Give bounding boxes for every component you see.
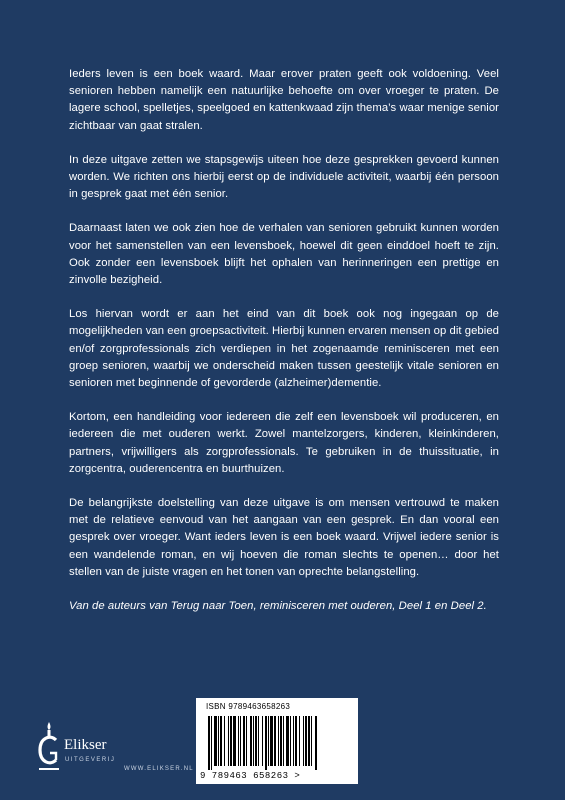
publisher-website: WWW.ELIKSER.NL [124, 766, 194, 772]
blurb-paragraph-1: Ieders leven is een boek waard. Maar erover praten geeft ook voldoening. Veel senioren hebben namelijk een natuurlijke behoefte om over vroeger te praten. De lagere school, spelletjes, speelgoed en kattenkwaad zijn thema’s waar menige senior zichtbaar van gaat stralen. [69, 68, 499, 132]
blurb-paragraph-5: Kortom, een handleiding voor iedereen die zelf een levensboek wil produceren, en iedereen die met ouderen werkt. Zowel mantelzorgers, kinderen, kleinkinderen, partners, vrijwilligers als zorgprofessionals. Te gebruiken in de thuissituatie, in zorgcentra, ouderencentra en buurthuizen. [69, 411, 499, 475]
publisher-subtitle: UITGEVERIJ [65, 757, 116, 763]
elikser-logo-icon [36, 720, 62, 774]
publisher-logo [34, 720, 134, 780]
publisher-name: Elikser [64, 737, 107, 753]
closing-line: Van de auteurs van Terug naar Toen, reminisceren met ouderen, Deel 1 en Deel 2. [69, 600, 487, 613]
blurb-paragraph-3: Daarnaast laten we ook zien hoe de verhalen van senioren gebruikt kunnen worden voor het samenstellen van een levensboek, hoewel dit geen einddoel hoeft te zijn. Ook zonder een levensboek blijft het ophalen van herinneringen een prettige en zinvolle bezigheid. [69, 222, 499, 287]
blurb-paragraph-2: In deze uitgave zetten we stapsgewijs uiteen hoe deze gesprekken gevoerd kunnen worden. We richten ons hierbij eerst op de individuele activiteit, waarbij één persoon in gesprek gaat met één senior. [69, 153, 499, 201]
barcode-icon [208, 716, 348, 770]
isbn-label: ISBN 9789463658263 [206, 702, 291, 711]
blurb-paragraph-6: De belangrijkste doelstelling van deze uitgave is om mensen vertrouwd te maken met de relatieve eenvoud van het aangaan van een gesprek. En dan vooral een gesprek over vroeger. Want ieders leven is een boek waard. Vrijwel iedere senior is een wandelende roman, en wij hoeven die roman slechts te openen… door het stellen van de juiste vragen en het tonen van oprechte belangstelling. [69, 497, 499, 578]
blurb-paragraph-4: Los hiervan wordt er aan het eind van dit boek ook nog ingegaan op de mogelijkheden van een groepsactiviteit. Hierbij kunnen ervaren mensen op dit gebied en/of zorgprofessionals zich verdiepen in het zogenaamde reminisceren met een groep senioren, waarbij we onderscheid maken tussen geestelijk vitale senioren en senioren met beginnende of gevorderde (alzheimer)dementie. [69, 308, 499, 390]
barcode-digits: 9 789463 658263 > [200, 771, 301, 781]
blurb-text [69, 66, 499, 632]
isbn-barcode-box [196, 698, 358, 784]
